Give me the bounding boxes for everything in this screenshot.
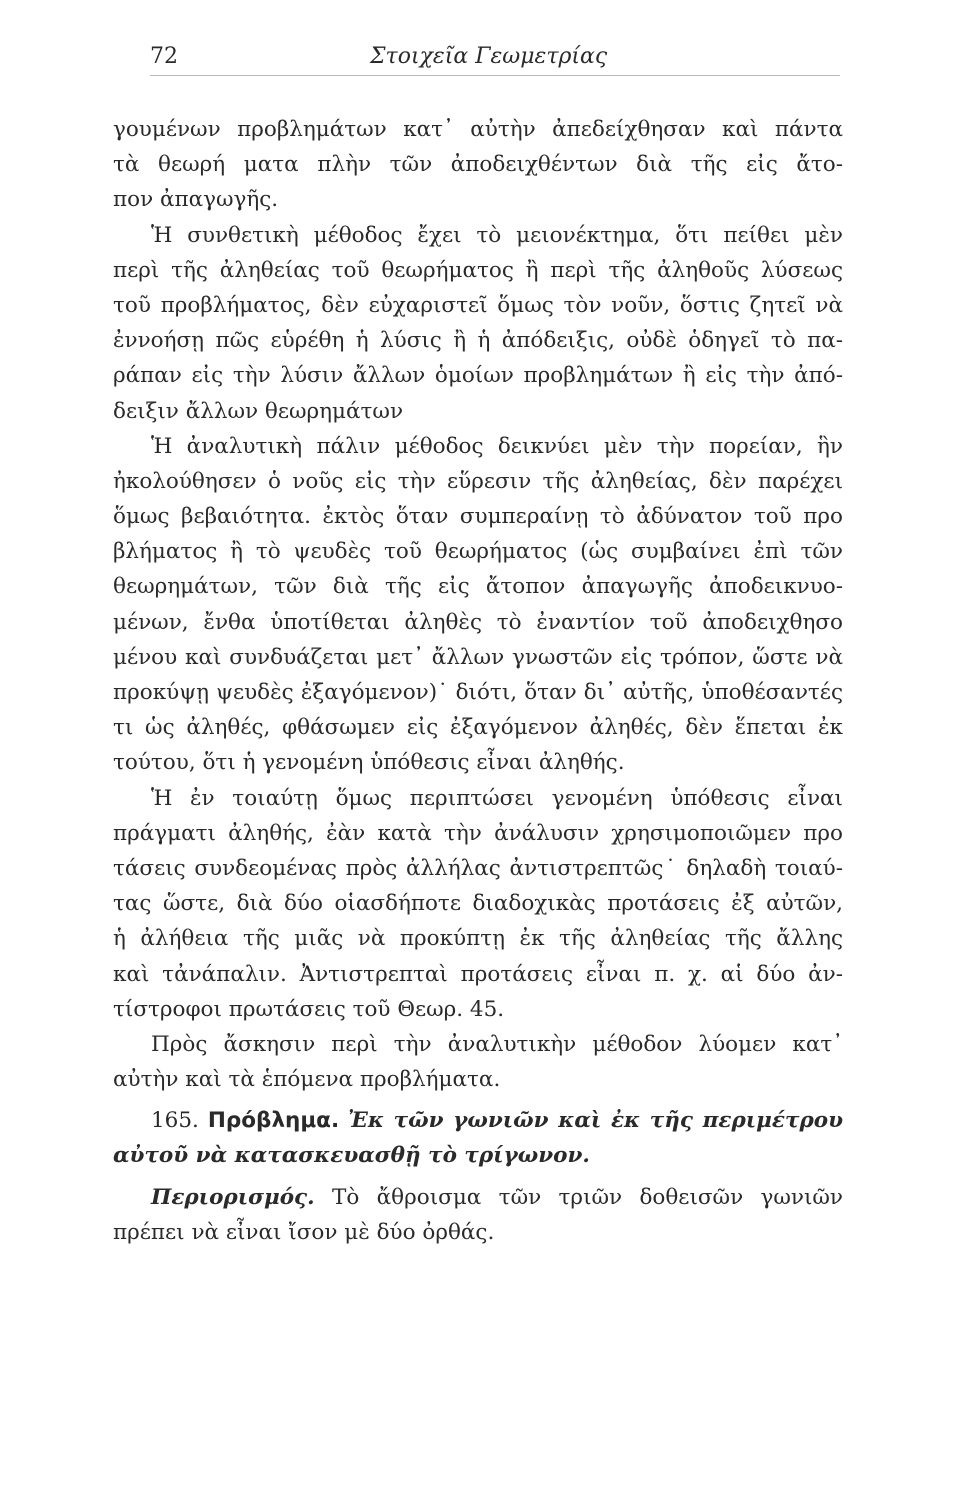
paragraph-start: Πρὸς ἄσκησιν περὶ τὴν ἀναλυτικὴν μέθοδον λύομεν κατ᾽ [151,1031,843,1057]
restriction-label: Περιορισμός. [151,1184,315,1210]
text-line: ἠκολούθησεν ὁ νοῦς εἰς τὴν εὕρεσιν τῆς ἀληθείας, δὲν παρέχει [113,468,843,494]
problem-number: 165. [151,1108,199,1134]
body-text [113,112,843,1250]
text-line: τοῦ προβλήματος, δὲν εὐχαριστεῖ ὅμως τὸν νοῦν, ὅστις ζητεῖ νὰ [113,292,843,318]
text-line: τίστροφοι πρωτάσεις τοῦ Θεωρ. 45. [113,996,505,1022]
problem-label: Πρόβλημα. [207,1108,340,1134]
running-title: Στοιχεῖα Γεωμετρίας [370,44,608,69]
text-line: προκύψῃ ψευδὲς ἐξαγόμενον)˙ διότι, ὅταν δι᾽ αὐτῆς, ὑποθέσαντές [113,680,843,705]
text-line: τάσεις συνδεομένας πρὸς ἀλλήλας ἀντιστρεπτῶς˙ δηλαδὴ τοιαύ- [113,855,843,881]
header-rule [150,75,840,76]
text-line: τούτου, ὅτι ἡ γενομένη ὑπόθεσις εἶναι ἀληθής. [113,750,625,776]
paragraph-start: Ἡ ἐν τοιαύτῃ ὅμως περιπτώσει γενομένη ὑπόθεσις εἶναι [151,785,843,811]
text-line: γουμένων προβλημάτων κατ᾽ αὐτὴν ἀπεδείχθησαν καὶ πάντα [113,117,843,142]
restriction-heading [113,1180,843,1215]
paragraph-start: Ἡ συνθετικὴ μέθοδος ἔχει τὸ μειονέκτημα, ὅτι πείθει μὲν [151,222,843,248]
text-line: ἡ ἀλήθεια τῆς μιᾶς νὰ προκύπτῃ ἐκ τῆς ἀληθείας τῆς ἄλλης [113,926,843,952]
problem-heading [113,1103,843,1138]
page-number: 72 [150,44,178,69]
text-line: αὐτὴν καὶ τὰ ἑπόμενα προβλήματα. [113,1067,501,1093]
text-line: ἐννοήσῃ πῶς εὑρέθη ἡ λύσις ἢ ἡ ἀπόδειξις, οὐδὲ ὁδηγεῖ τὸ πα- [113,328,843,354]
problem-statement-cont: αὐτοῦ νὰ κατασκευασθῇ τὸ τρίγωνον. [113,1143,590,1169]
text-line: πράγματι ἀληθής, ἐὰν κατὰ τὴν ἀνάλυσιν χρησιμοποιῶμεν προ [113,820,843,846]
text-line: καὶ τἀνάπαλιν. Ἀντιστρεπταὶ προτάσεις εἶναι π. χ. αἱ δύο ἀν- [113,961,843,987]
problem-statement: Ἐκ τῶν γωνιῶν καὶ ἐκ τῆς περιμέτρου [348,1108,843,1134]
restriction-text: Τὸ ἄθροισμα τῶν τριῶν δοθεισῶν γωνιῶν [332,1184,843,1210]
text-line: τας ὥστε, διὰ δύο οἱασδήποτε διαδοχικὰς προτάσεις ἐξ αὐτῶν, [113,891,843,917]
text-line: ὅμως βεβαιότητα. ἐκτὸς ὅταν συμπεραίνῃ τὸ ἀδύνατον τοῦ προ [113,504,843,530]
text-line: μένου καὶ συνδυάζεται μετ᾽ ἄλλων γνωστῶν εἰς τρόπον, ὥστε νὰ [113,644,843,670]
paragraph-start: Ἡ ἀναλυτικὴ πάλιν μέθοδος δεικνύει μὲν τὴν πορείαν, ἣν [151,433,843,459]
text-line: δειξιν ἄλλων θεωρημάτων [113,398,404,424]
text-line: βλήματος ἢ τὸ ψευδὲς τοῦ θεωρήματος (ὡς συμβαίνει ἐπὶ τῶν [113,539,843,565]
text-line: μένων, ἔνθα ὑποτίθεται ἀληθὲς τὸ ἐναντίον τοῦ ἀποδειχθησο [113,609,843,635]
text-line: περὶ τῆς ἀληθείας τοῦ θεωρήματος ἢ περὶ τῆς ἀληθοῦς λύσεως [113,257,843,283]
text-line: ράπαν εἰς τὴν λύσιν ἄλλων ὁμοίων προβλημάτων ἢ εἰς τὴν ἀπό- [113,363,843,389]
text-line: τὰ θεωρή ματα πλὴν τῶν ἀποδειχθέντων διὰ τῆς εἰς ἄτο- [113,152,843,178]
page-header [0,40,974,76]
restriction-text-cont: πρέπει νὰ εἶναι ἴσον μὲ δύο ὀρθάς. [113,1219,495,1245]
text-line: πον ἀπαγωγῆς. [113,187,279,213]
text-line: θεωρημάτων, τῶν διὰ τῆς εἰς ἄτοπον ἀπαγωγῆς ἀποδεικνυο- [113,574,843,600]
text-line: τι ὡς ἀληθές, φθάσωμεν εἰς ἐξαγόμενον ἀληθές, δὲν ἕπεται ἐκ [113,715,843,741]
